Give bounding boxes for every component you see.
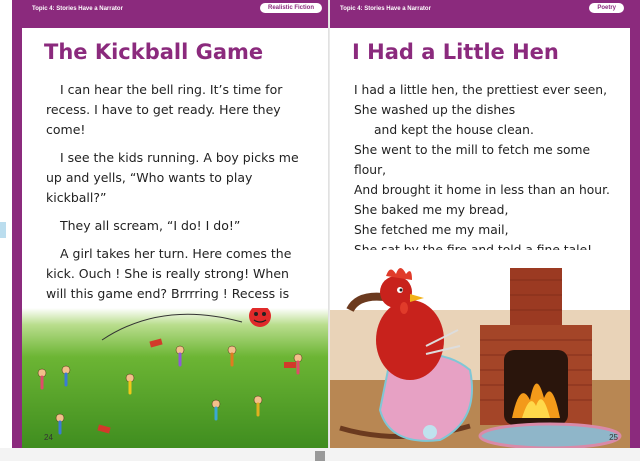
- story-text: [46, 80, 310, 332]
- story-paragraph: I can hear the bell ring. It’s time for recess. I have to get ready. Here they come!: [46, 82, 283, 137]
- poem-line: She fetched me my mail,: [354, 223, 509, 237]
- poem-line: I had a little hen, the prettiest ever seen,: [354, 83, 607, 97]
- story-paragraph: A girl takes her turn. Here comes the kick. Ouch ! She is really strong! When will this game end? Brrrring ! Recess is: [46, 246, 292, 301]
- page-number: 25: [609, 433, 618, 442]
- poem-line: and kept the house clean.: [374, 123, 534, 137]
- story-paragraph: I see the kids running. A boy picks me up and yells, “Who wants to play kickball?”: [46, 150, 299, 205]
- poem-title: I Had a Little Hen: [352, 40, 559, 64]
- header-bar: [330, 0, 630, 28]
- rug-icon: [480, 424, 620, 448]
- page-number: 24: [44, 433, 53, 442]
- header-bar: [22, 0, 328, 28]
- topic-label: Topic 4: Stories Have a Narrator: [340, 6, 431, 12]
- story-paragraph: They all scream, “I do! I do!”: [60, 218, 241, 233]
- genre-badge: Poetry: [589, 3, 624, 13]
- poem-line: She went to the mill to fetch me some flour,: [354, 143, 591, 177]
- bottom-bar: [0, 448, 640, 461]
- kickball-field-illustration: [22, 308, 328, 448]
- hen-fireplace-illustration: [330, 250, 630, 448]
- left-page: [12, 0, 328, 448]
- genre-badge: Realistic Fiction: [260, 3, 322, 13]
- topic-label: Topic 4: Stories Have a Narrator: [32, 6, 123, 12]
- poem-line: And brought it home in less than an hour.: [354, 183, 610, 197]
- poem-text: [354, 80, 612, 260]
- side-toggle[interactable]: [0, 222, 6, 238]
- poem-line: She washed up the dishes: [354, 103, 516, 117]
- right-page: [330, 0, 640, 448]
- scroll-tab[interactable]: [315, 451, 325, 461]
- story-title: The Kickball Game: [44, 40, 264, 64]
- poem-line: She baked me my bread,: [354, 203, 509, 217]
